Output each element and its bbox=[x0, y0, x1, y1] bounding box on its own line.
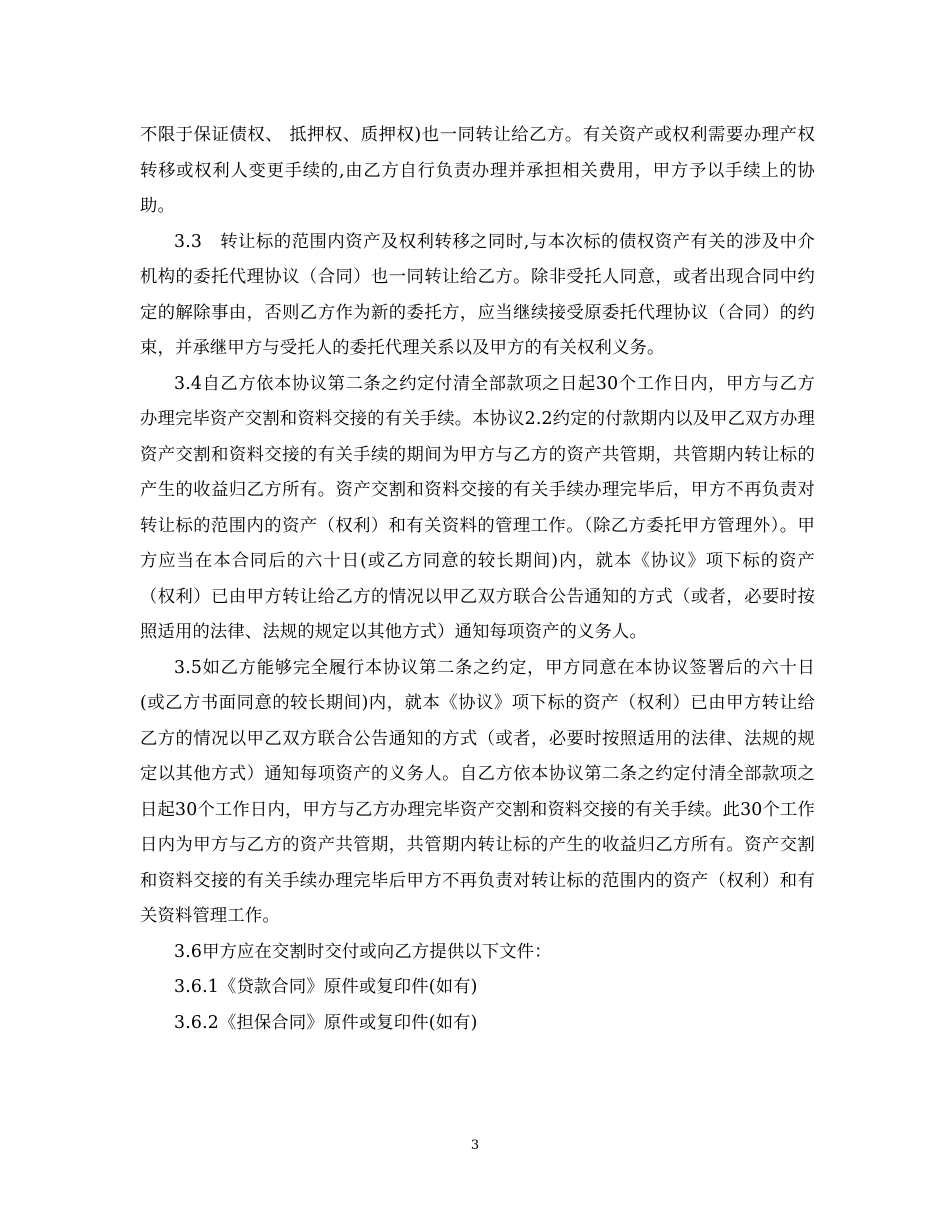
paragraph-clause-3-6-1: 3.6.1《贷款合同》原件或复印件(如有) bbox=[174, 977, 478, 997]
paragraph-clause-3-6-2: 3.6.2《担保合同》原件或复印件(如有) bbox=[174, 1012, 478, 1033]
paragraph-clause-3-4: 3.4自乙方依本协议第二条之约定付清全部款项之日起30个工作日内，甲方与乙方办理完毕资产交割和资料交接的有关手续。本协议2.2约定的付款期内以及甲乙双方办理资产交割和资料交接的有关手续的期间为甲方与乙方的资产共管期，共管期内转让标的产生的收益归乙方所有。资产交割和资料交接的有关手续办理完毕后，甲方不再负责对转让标的范围内的资产（权利）和有关资料的管理工作。（除乙方委托甲方管理外）。甲方应当在本合同后的六十日(或乙方同意的较长期间)内，就本《协议》项下标的资产（权利）已由甲方转让给乙方的情况以甲乙双方联合公告通知的方式（或者，必要时按照适用的法律、法规的规定以其他方式）通知每项资产的义务人。 bbox=[140, 373, 815, 642]
paragraph-clause-3-5: 3.5如乙方能够完全履行本协议第二条之约定，甲方同意在本协议签署后的六十日(或乙方书面同意的较长期间)内，就本《协议》项下标的资产（权利）已由甲方转让给乙方的情况以甲乙双方联合公告通知的方式（或者，必要时按照适用的法律、法规的规定以其他方式）通知每项资产的义务人。自乙方依本协议第二条之约定付清全部款项之日起30个工作日内，甲方与乙方办理完毕资产交割和资料交接的有关手续。此30个工作日内为甲方与乙方的资产共管期，共管期内转让标的产生的收益归乙方所有。资产交割和资料交接的有关手续办理完毕后甲方不再负责对转让标的范围内的资产（权利）和有关资料管理工作。 bbox=[140, 657, 815, 926]
paragraph-continuation: 不限于保证债权、 抵押权、质押权)也一同转让给乙方。有关资产或权利需要办理产权转移或权利人变更手续的,由乙方自行负责办理并承担相关费用，甲方予以手续上的协助。 bbox=[140, 125, 815, 216]
paragraph-clause-3-6: 3.6甲方应在交割时交付或向乙方提供以下文件： bbox=[174, 941, 552, 962]
page-number: 3 bbox=[470, 1138, 480, 1153]
document-body bbox=[140, 118, 815, 1041]
paragraph-clause-3-3: 3.3 转让标的范围内资产及权利转移之同时,与本次标的债权资产有关的涉及中介机构的委托代理协议（合同）也一同转让给乙方。除非受托人同意，或者出现合同中约定的解除事由，否则乙方作为新的委托方，应当继续接受原委托代理协议（合同）的约束，并承继甲方与受托人的委托代理关系以及甲方的有关权利义务。 bbox=[140, 231, 815, 358]
